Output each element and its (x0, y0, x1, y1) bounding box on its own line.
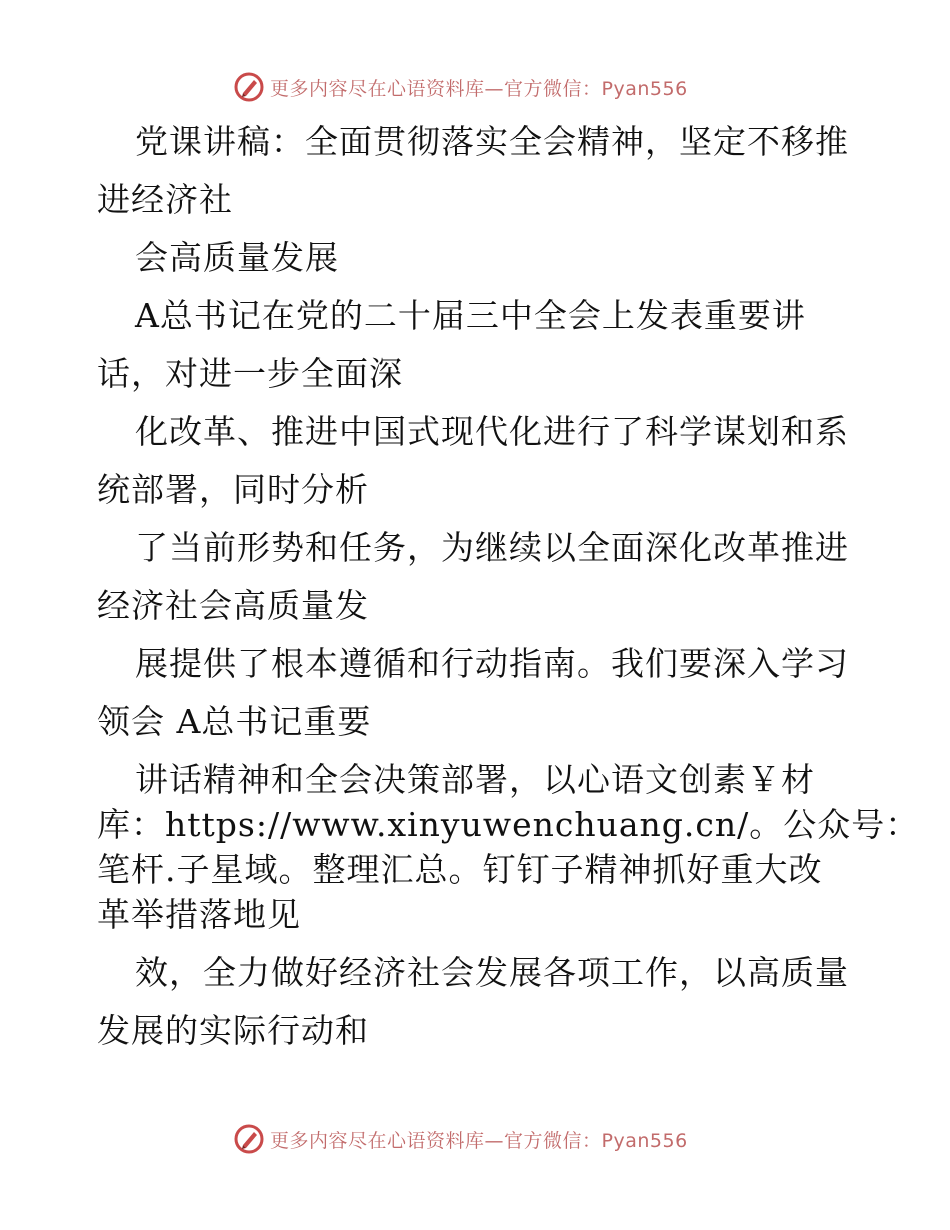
text-line: 党课讲稿：全面贯彻落实全会精神，坚定不移推 (135, 122, 849, 161)
text-line: 话，对进一步全面深 (97, 354, 403, 393)
text-line: 领会 A总书记重要 (97, 702, 372, 741)
text-line: 革举措落地见 (97, 895, 301, 934)
text-line: 会高质量发展 (135, 238, 339, 277)
document-body (97, 122, 920, 1050)
text-line: 效，全力做好经济社会发展各项工作，以高质量 (135, 953, 849, 992)
text-line: 经济社会高质量发 (97, 586, 369, 625)
text-line: 讲话精神和全会决策部署，以心语文创素￥材 (135, 760, 815, 799)
text-line: 笔杆.子星域。整理汇总。钉钉子精神抓好重大改 (97, 850, 823, 889)
text-line: 展提供了根本遵循和行动指南。我们要深入学习 (135, 644, 849, 683)
text-line: 库：https://www.xinyuwenchuang.cn/。公众号： (97, 805, 920, 844)
text-line: 进经济社 (97, 180, 233, 219)
text-line: 了当前形势和任务，为继续以全面深化改革推进 (135, 528, 849, 567)
pen-logo-icon (234, 1124, 264, 1154)
text-line: 发展的实际行动和 (97, 1011, 369, 1050)
text-line: A总书记在党的二十届三中全会上发表重要讲 (135, 296, 806, 335)
text-line: 化改革、推进中国式现代化进行了科学谋划和系 (135, 412, 849, 451)
header-watermark (234, 72, 688, 102)
pen-logo-icon (234, 72, 264, 102)
watermark-text: 更多内容尽在心语资料库—官方微信：Pyan556 (270, 77, 688, 100)
footer-watermark (234, 1124, 688, 1154)
watermark-text: 更多内容尽在心语资料库—官方微信：Pyan556 (270, 1129, 688, 1152)
text-line: 统部署，同时分析 (97, 470, 369, 509)
